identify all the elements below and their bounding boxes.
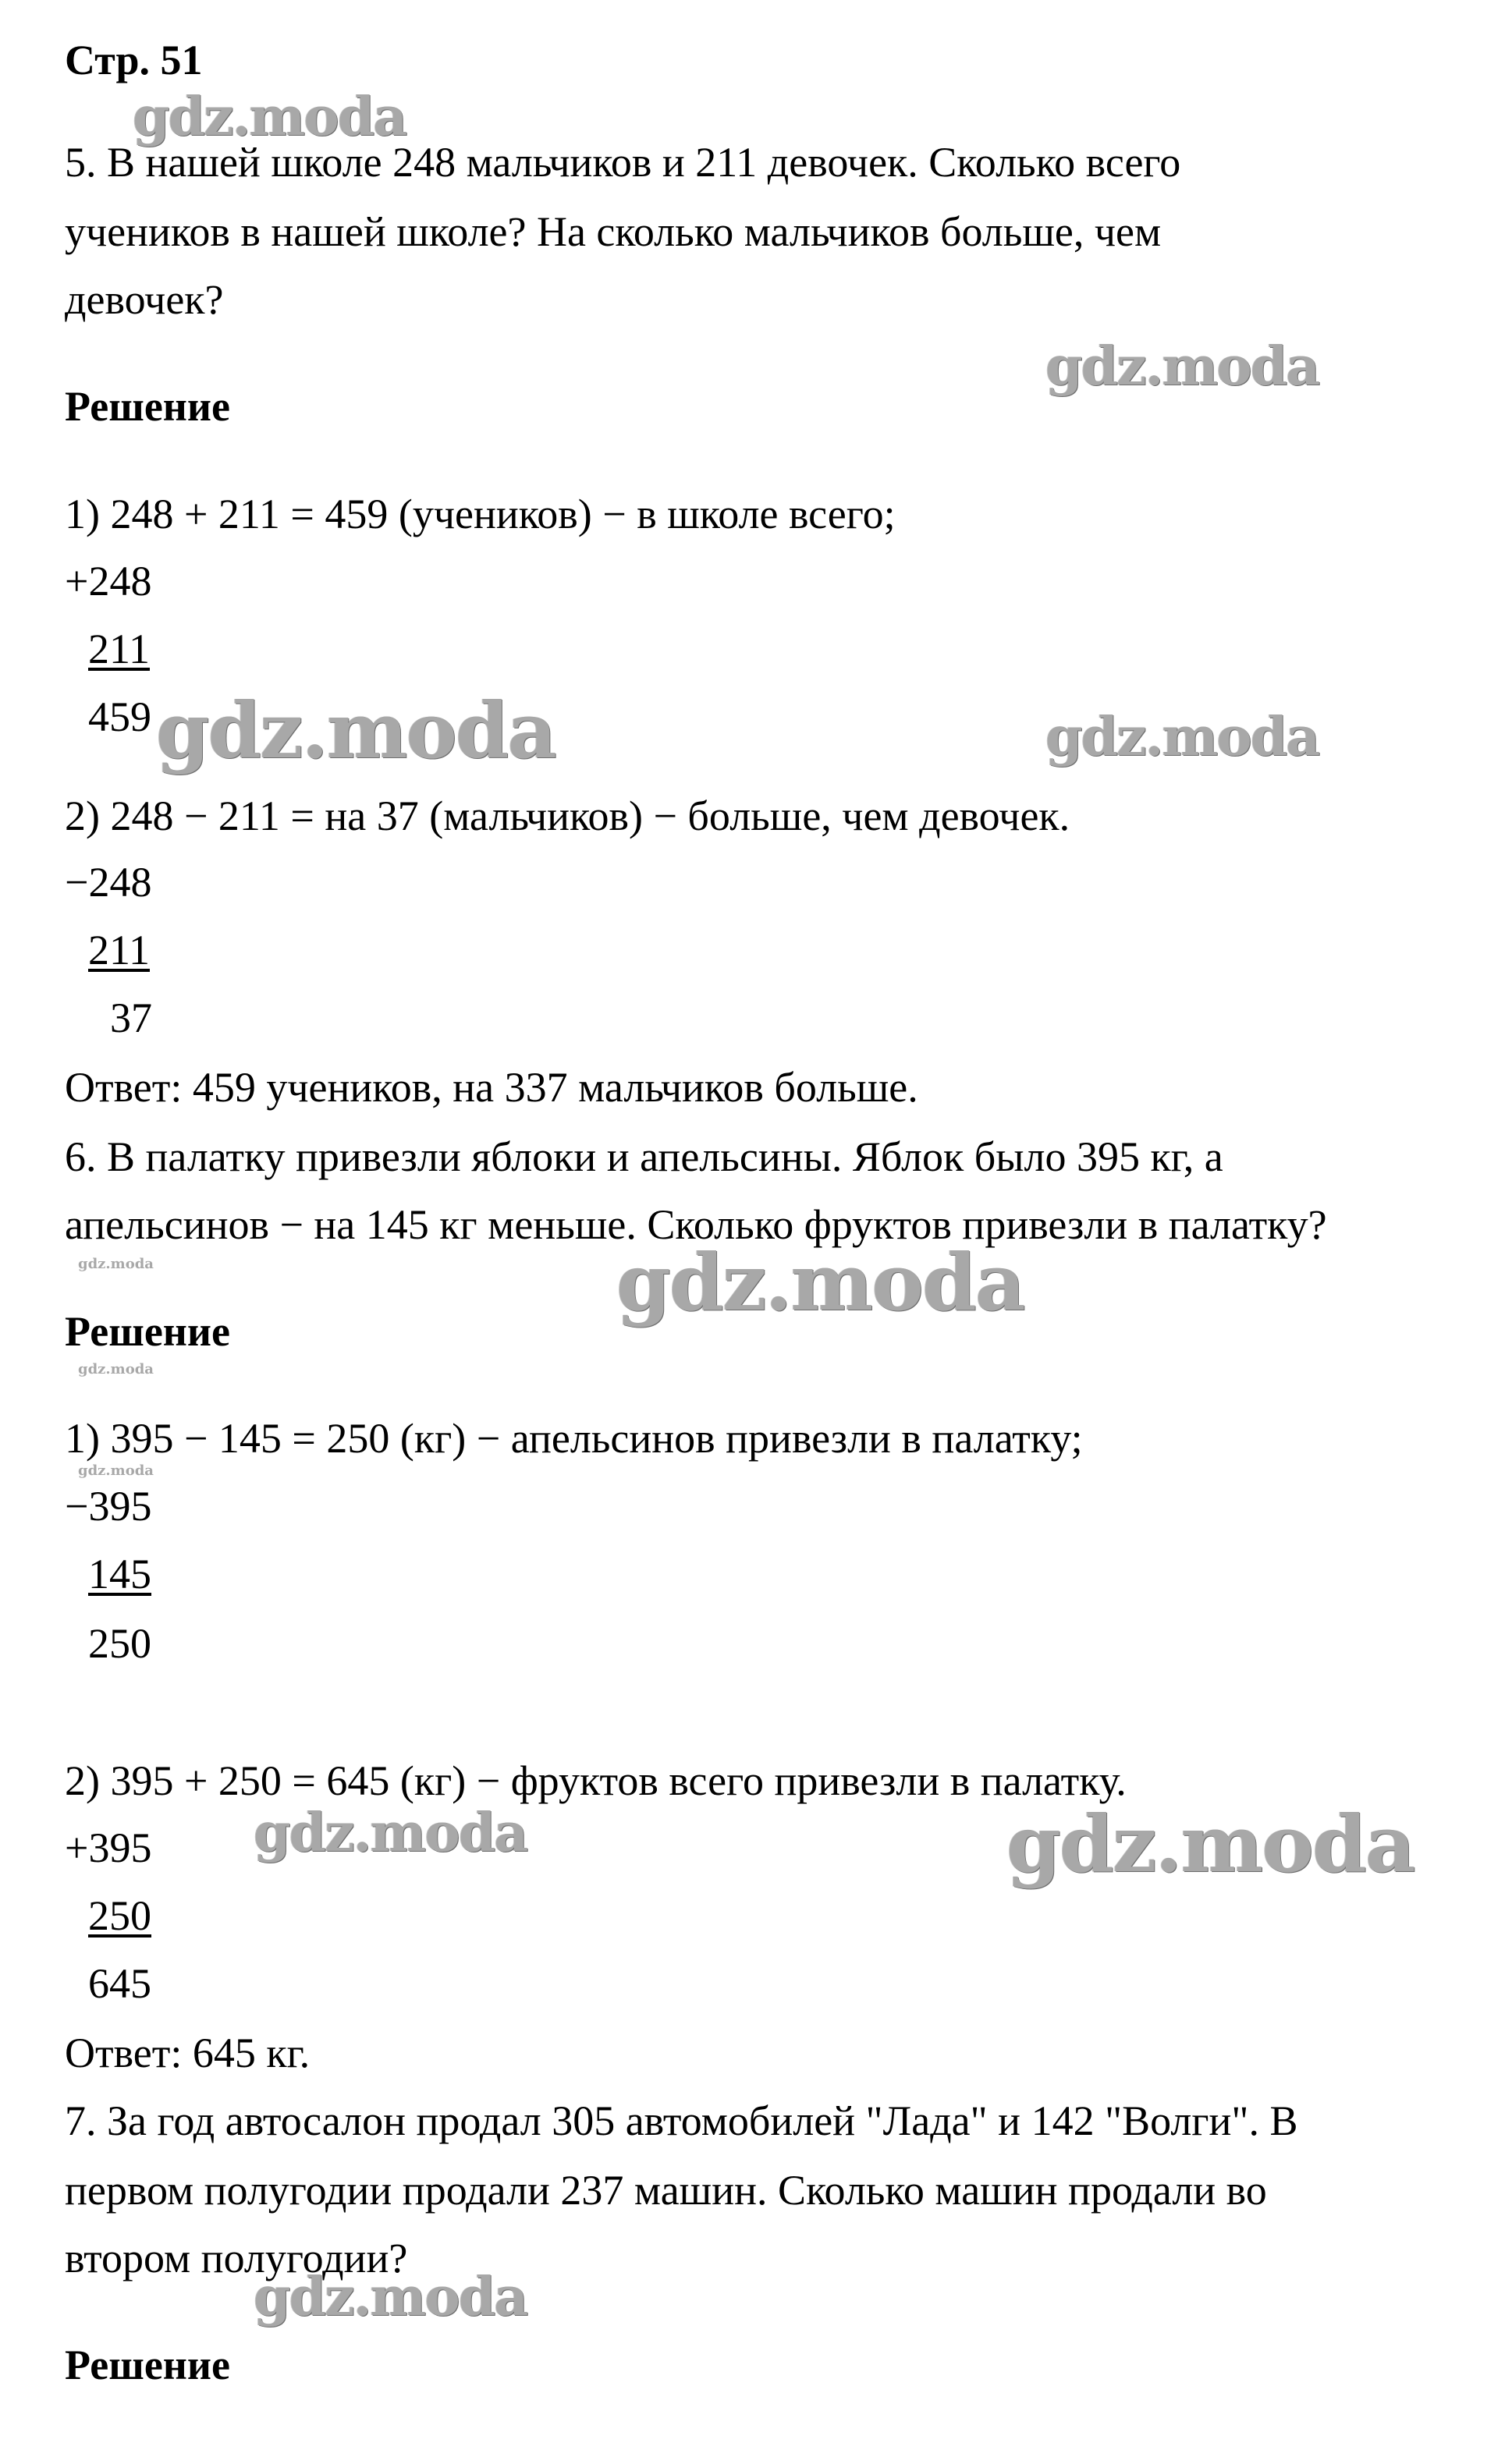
text-line: 5. В нашей школе 248 мальчиков и 211 девочек. Сколько всего [65,139,1181,186]
text-line: 211 [88,626,150,672]
watermark-logo: gdz.moda [1045,335,1319,398]
text-line: 211 [88,927,150,973]
section-heading: Решение [65,1308,230,1355]
watermark-logo: gdz.moda [1006,1798,1414,1890]
watermark-logo: gdz.moda [78,1256,154,1272]
text-line: Ответ: 645 кг. [65,2030,311,2076]
watermark-logo: gdz.moda [1045,706,1319,768]
watermark-logo: gdz.moda [254,1802,527,1864]
text-line: +248 [65,558,152,604]
page-header: Стр. 51 [65,37,203,83]
text-line: девочек? [65,276,224,323]
text-line: −395 [65,1483,152,1530]
text-line: первом полугодии продали 237 машин. Сколько машин продали во [65,2167,1267,2214]
text-line: 2) 395 + 250 = 645 (кг) − фруктов всего привезли в палатку. [65,1757,1127,1804]
text-line: +395 [65,1824,152,1871]
watermark-logo: gdz.moda [254,2266,527,2328]
text-line: 1) 248 + 211 = 459 (учеников) − в школе всего; [65,491,896,537]
watermark-logo: gdz.moda [78,1361,154,1377]
text-line: 145 [88,1551,151,1597]
section-heading: Решение [65,383,230,430]
watermark-logo: gdz.moda [156,686,555,776]
text-line: 645 [88,1960,151,2007]
text-line: 459 [88,693,151,740]
text-line: 1) 395 − 145 = 250 (кг) − апельсинов привезли в палатку; [65,1415,1083,1462]
watermark-logo: gdz.moda [133,86,406,148]
text-line: 6. В палатку привезли яблоки и апельсины. Яблок было 395 кг, а [65,1133,1223,1180]
text-line: втором полугодии? [65,2235,408,2281]
text-line: апельсинов − на 145 кг меньше. Сколько фруктов привезли в палатку? [65,1201,1327,1248]
text-line: 37 [110,994,152,1041]
text-line: 250 [88,1620,151,1667]
text-line: 7. За год автосалон продал 305 автомобилей "Лада" и 142 "Волги". В [65,2097,1298,2144]
text-line: −248 [65,859,152,906]
watermark-logo: gdz.moda [78,1462,154,1479]
text-line: 2) 248 − 211 = на 37 (мальчиков) − больше, чем девочек. [65,792,1070,839]
text-line: учеников в нашей школе? На сколько мальчиков больше, чем [65,208,1162,255]
text-line: Ответ: 459 учеников, на 337 мальчиков больше. [65,1064,918,1111]
section-heading: Решение [65,2342,230,2388]
watermark-logo: gdz.moda [616,1236,1024,1328]
text-line: 250 [88,1892,151,1939]
